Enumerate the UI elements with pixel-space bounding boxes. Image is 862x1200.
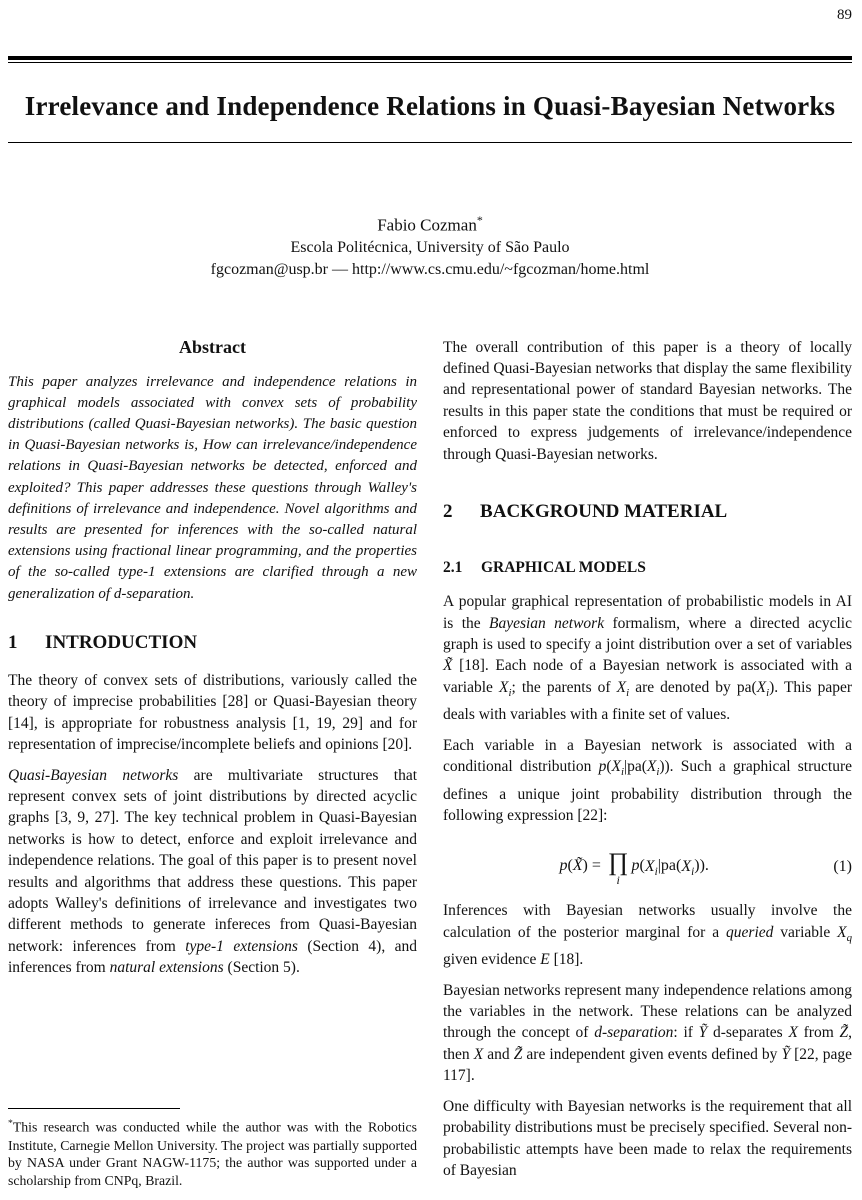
section-title: INTRODUCTION	[45, 631, 198, 653]
paragraph: Inferences with Bayesian networks usually involve the calculation of the posterior marginal for a queried variable $X_q$ given evidence E [18].	[443, 902, 853, 969]
paragraph: The theory of convex sets of distributions, variously called the theory of imprecise probabilities [28] or Quasi-Bayesian theory [14], is appropriate for robustness analysis [1, 19, 29] and for representation of imprecise/incomplete beliefs and opinions [20].	[8, 671, 417, 754]
section-title: BACKGROUND MATERIAL	[480, 501, 728, 523]
paragraph: One difficulty with Bayesian networks is the requirement that all probability distributions must be precisely specified. Several non-probabilistic attempts have been made to relax the requirements of Bayesian	[443, 1097, 852, 1179]
equation-rhs: $p(X_i|pa(X_i))$.	[631, 857, 709, 878]
right-column	[443, 337, 852, 1190]
author-contact: fgcozman@usp.br — http://www.cs.cmu.edu/~fgcozman/home.html	[210, 260, 650, 278]
paragraph: The overall contribution of this paper is a theory of locally defined Quasi-Bayesian networks that display the same flexibility and representational power of standard Bayesian networks. The results in this paper state the conditions that must be required or enforced to express judgements of irrelevance/independence through Quasi-Bayesian networks.	[443, 338, 852, 463]
abstract-heading: Abstract	[179, 336, 246, 357]
subsection-number: 2.1	[443, 559, 463, 577]
subsection-title: GRAPHICAL MODELS	[480, 559, 646, 577]
author-name: Fabio Cozman*	[377, 213, 483, 235]
section-heading-introduction	[8, 632, 417, 654]
section-number: 1	[8, 631, 18, 653]
paragraph: Bayesian networks represent many independence relations among the variables in the network. These relations can be analyzed through the concept of d-separation: if Ỹ d-separates X from Z̃, then X and Z̃ are independent given events defined by Ỹ [22, page 117].	[443, 981, 852, 1085]
product-index: i	[616, 873, 620, 888]
paragraph: Quasi-Bayesian networks are multivariate structures that represent convex sets of joint distributions by directed acyclic graphs [3, 9, 27]. The key technical problem in Quasi-Bayesian networks is how to detect, enforce and exploit irrelevance and independence relations. The goal of this paper is to present novel results and algorithms that address these questions. This paper adopts Walley's definitions of irrelevance and investigates two different methods to generate infereces from Quasi-Bayesian network: inferences from type-1 extensions (Section 4), and inferences from natural extensions (Section 5).	[8, 766, 418, 977]
two-column-body	[8, 337, 852, 1190]
product-operator	[608, 851, 629, 886]
paragraph: A popular graphical representation of probabilistic models in AI is the Bayesian network formalism, where a directed acyclic graph is used to specify a joint distribution over a set of variables X̃ [18]. Each node of a Bayesian network is associated with a variable $X_i$; the parents of $X_i$ are denoted by $pa(X_i)$. This paper deals with variables with a finite set of values.	[443, 593, 852, 724]
subsection-heading-graphical-models	[443, 559, 852, 577]
section-heading-background	[443, 501, 852, 523]
equation-lhs: p(X̃) =	[559, 857, 605, 875]
equation-1	[443, 849, 852, 888]
paragraph: Each variable in a Bayesian network is associated with a conditional distribution $p(X_i|pa(X_i))$. Such a graphical structure defines a unique joint probability distribution through the following expression [22]:	[443, 736, 853, 824]
equation-number: (1)	[833, 857, 852, 875]
author-block	[8, 209, 852, 281]
section-number: 2	[443, 501, 453, 523]
footnote	[8, 1100, 417, 1190]
paper-title: Irrelevance and Independence Relations in Quasi-Bayesian Networks	[24, 91, 836, 121]
footnote-rule	[8, 1108, 180, 1109]
abstract-body: This paper analyzes irrelevance and independence relations in graphical models associated with convex sets of probability distributions (called Quasi-Bayesian networks). The basic question in Quasi-Bayesian networks is, How can irrelevance/independence relations in Quasi-Bayesian networks be detected, enforced and exploited? This paper addresses these questions through Walley's definitions of irrelevance and independence. Novel algorithms and results are presented for inferences with the so-called natural extensions using fractional linear programming, and the properties of the so-called type-1 extensions are clarified through a new generalization of d-separation.	[8, 373, 417, 602]
product-symbol: ∏	[607, 849, 629, 877]
left-column	[8, 337, 417, 1190]
title-rule	[8, 142, 852, 143]
equation-body	[443, 849, 825, 888]
page-number: 89	[837, 7, 852, 23]
top-rule	[8, 56, 852, 63]
footnote-text: *This research was conducted while the author was with the Robotics Institute, Carnegie Mellon University. The project was partially supported by NASA under Grant NAGW-1175; the author was supported under a scholarship from CNPq, Brazil.	[8, 1118, 417, 1189]
author-affiliation: Escola Politécnica, University of São Paulo	[290, 238, 570, 256]
